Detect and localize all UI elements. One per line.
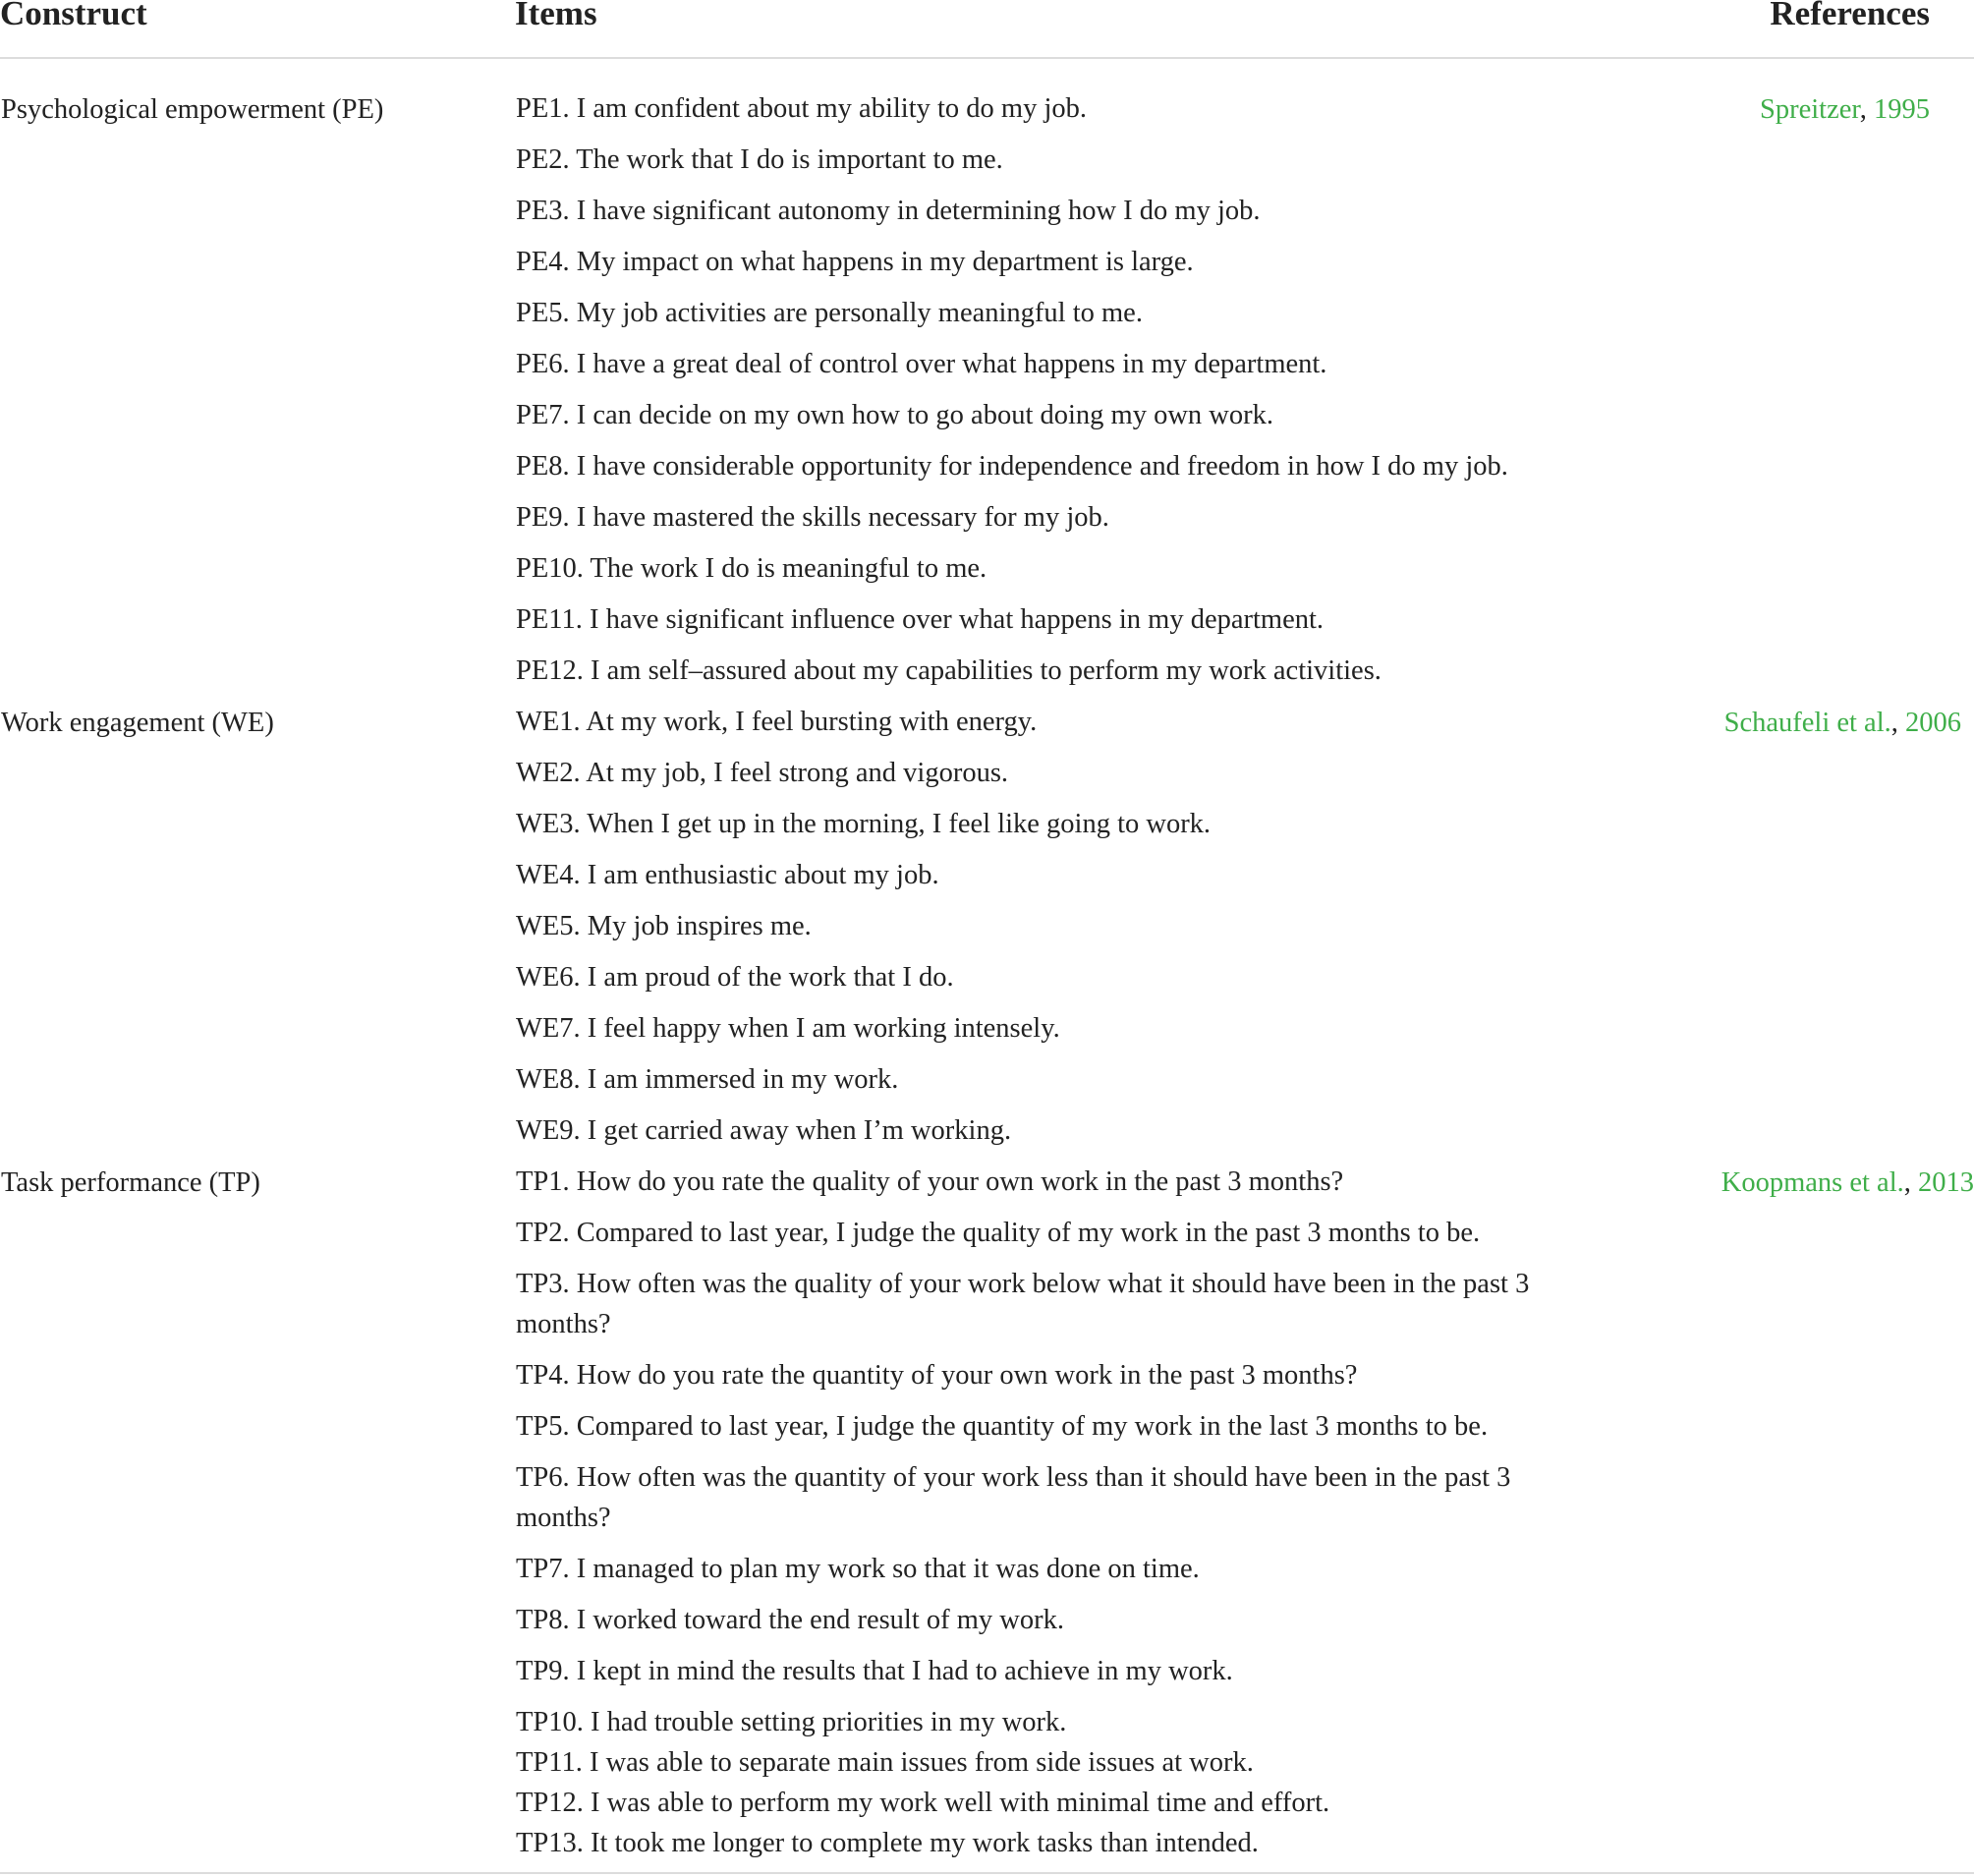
table-bottom-rule [0, 1872, 1974, 1874]
item-row: PE12. I am self–assured about my capabilities to perform my work activities. [516, 655, 1382, 686]
item-row: WE2. At my job, I feel strong and vigorous. [516, 758, 1009, 788]
reference-separator: , [1903, 1167, 1918, 1198]
item-row: WE1. At my work, I feel bursting with energy. [516, 707, 1038, 737]
item-row: WE9. I get carried away when I’m working. [516, 1115, 1012, 1146]
item-row: TP10. I had trouble setting priorities in my work. [516, 1707, 1067, 1737]
reference-year-link[interactable]: 1995 [1874, 94, 1930, 125]
item-row: TP12. I was able to perform my work well with minimal time and effort. [516, 1788, 1330, 1818]
item-row: PE5. My job activities are personally meaningful to me. [516, 298, 1143, 328]
construct-group-tp [0, 1162, 1974, 1863]
item-list [516, 702, 1557, 1151]
item-row: WE7. I feel happy when I am working intensely. [516, 1013, 1060, 1044]
item-row: PE8. I have considerable opportunity for independence and freedom in how I do my job. [516, 451, 1508, 482]
reference-author-link[interactable]: Schaufeli et al. [1723, 708, 1891, 738]
item-row: TP2. Compared to last year, I judge the quality of my work in the past 3 months to be. [516, 1218, 1481, 1248]
item-row: WE4. I am enthusiastic about my job. [516, 860, 939, 890]
construct-label: Work engagement (WE) [1, 708, 274, 738]
reference-separator: , [1890, 708, 1905, 738]
item-row: WE3. When I get up in the morning, I feel like going to work. [516, 809, 1212, 839]
item-row: PE4. My impact on what happens in my department is large. [516, 247, 1194, 277]
header-references: References [1770, 0, 1930, 32]
reference-author-link[interactable]: Spreitzer [1760, 94, 1860, 125]
reference-separator: , [1859, 94, 1874, 125]
table-body [0, 59, 1974, 1863]
reference-year-link[interactable]: 2013 [1918, 1167, 1974, 1198]
item-row: WE6. I am proud of the work that I do. [516, 962, 954, 993]
item-row: PE3. I have significant autonomy in determining how I do my job. [516, 196, 1261, 226]
item-row: TP13. It took me longer to complete my work tasks than intended. [516, 1828, 1259, 1858]
item-row: TP6. How often was the quantity of your work less than it should have been in the past 3 months? [516, 1462, 1511, 1533]
reference-cell [1724, 702, 1961, 745]
item-row: TP5. Compared to last year, I judge the quantity of my work in the last 3 months to be. [516, 1411, 1489, 1442]
construct-group-pe [0, 88, 1974, 691]
item-row: TP4. How do you rate the quantity of your own work in the past 3 months? [516, 1360, 1358, 1391]
header-items: Items [515, 0, 597, 32]
item-row: WE5. My job inspires me. [516, 911, 812, 941]
header-construct: Construct [0, 0, 147, 32]
reference-cell [1721, 1162, 1974, 1205]
item-list [516, 88, 1557, 691]
item-row: TP9. I kept in mind the results that I had to achieve in my work. [516, 1656, 1233, 1686]
item-row: PE9. I have mastered the skills necessary for my job. [516, 502, 1109, 533]
reference-author-link[interactable]: Koopmans et al. [1720, 1167, 1904, 1198]
item-row: TP7. I managed to plan my work so that it was done on time. [516, 1554, 1200, 1584]
construct-label: Task performance (TP) [1, 1167, 260, 1198]
construct-group-we [0, 702, 1974, 1151]
item-row: PE11. I have significant influence over what happens in my department. [516, 604, 1325, 635]
item-row: TP11. I was able to separate main issues from side issues at work. [516, 1747, 1254, 1778]
item-row: PE1. I am confident about my ability to do my job. [516, 93, 1088, 124]
item-list [516, 1162, 1557, 1863]
table-header [0, 0, 1974, 59]
item-row: PE7. I can decide on my own how to go about doing my own work. [516, 400, 1273, 430]
construct-label: Psychological empowerment (PE) [1, 94, 384, 125]
item-row: WE8. I am immersed in my work. [516, 1064, 899, 1095]
item-row: TP8. I worked toward the end result of my work. [516, 1605, 1065, 1635]
item-row: PE2. The work that I do is important to me. [516, 144, 1003, 175]
item-row: PE10. The work I do is meaningful to me. [516, 553, 987, 584]
item-row: TP3. How often was the quality of your work below what it should have been in the past 3 months? [516, 1269, 1530, 1339]
reference-cell [1760, 88, 1930, 132]
item-row: PE6. I have a great deal of control over what happens in my department. [516, 349, 1327, 379]
reference-year-link[interactable]: 2006 [1905, 708, 1961, 738]
item-row: TP1. How do you rate the quality of your own work in the past 3 months? [516, 1166, 1344, 1197]
